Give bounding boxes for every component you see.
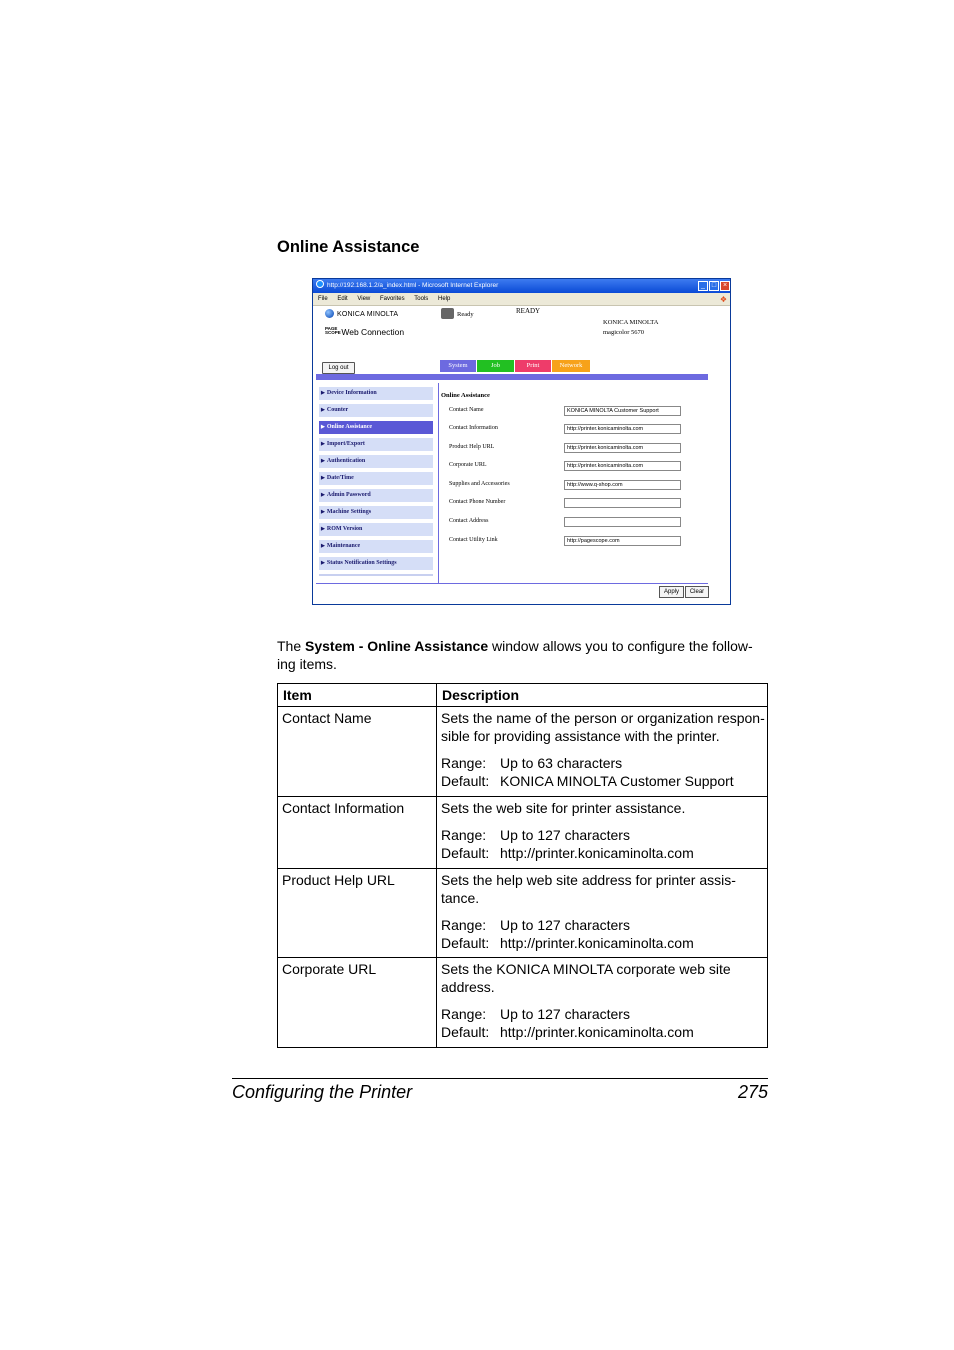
header-item: Item (278, 684, 437, 707)
tab-print[interactable]: Print (515, 360, 551, 372)
supplies-accessories-label: Supplies and Accessories (449, 481, 510, 487)
supplies-accessories-field[interactable]: http://www.q-shop.com (564, 480, 681, 490)
default-line: Default: http://printer.konicaminolta.com (441, 935, 694, 951)
clear-button[interactable]: Clear (685, 586, 709, 598)
table-header-row (278, 684, 768, 707)
table-cell-item: Corporate URL (278, 958, 437, 1048)
menu-help[interactable]: Help (437, 296, 451, 302)
sidebar-item-import-export[interactable]: ▶ Import/Export (319, 438, 433, 451)
footer-title: Configuring the Printer (232, 1082, 413, 1102)
table-cell-item: Contact Information (278, 797, 437, 869)
logout-button[interactable]: Log out (322, 362, 355, 374)
arrow-right-icon: ▶ (321, 408, 325, 413)
menu-favorites[interactable]: Favorites (379, 296, 405, 302)
contact-address-label: Contact Address (449, 518, 489, 524)
table-row (278, 707, 768, 797)
arrow-right-icon: ▶ (321, 561, 325, 566)
default-line: Default: KONICA MINOLTA Customer Support (441, 773, 734, 789)
intro-bold: System - Online Assistance (305, 638, 489, 654)
range-line: Range: Up to 127 characters (441, 1006, 630, 1022)
default-line: Default: http://printer.konicaminolta.com (441, 845, 694, 861)
contact-name-field[interactable]: KONICA MINOLTA Customer Support (564, 406, 681, 416)
sidebar-item-authentication[interactable]: ▶ Authentication (319, 455, 433, 468)
header-description: Description (437, 684, 768, 707)
sidebar-item-device-information[interactable]: ▶ Device Information (319, 387, 433, 400)
contact-utility-link-label: Contact Utility Link (449, 537, 498, 543)
contact-address-field[interactable] (564, 517, 681, 527)
arrow-right-icon: ▶ (321, 459, 325, 464)
contact-phone-field[interactable] (564, 498, 681, 508)
model-brand: KONICA MINOLTA (603, 319, 659, 326)
arrow-right-icon: ▶ (321, 544, 325, 549)
arrow-right-icon: ▶ (321, 442, 325, 447)
product-help-url-field[interactable]: http://printer.konicaminolta.com (564, 443, 681, 453)
table-row (278, 869, 768, 958)
header-band (316, 374, 708, 380)
default-line: Default: http://printer.konicaminolta.com (441, 1024, 694, 1040)
sidebar-item-counter[interactable]: ▶ Counter (319, 404, 433, 417)
arrow-right-icon: ▶ (321, 476, 325, 481)
tab-system[interactable]: System (440, 360, 476, 372)
sidebar-item-rom-version[interactable]: ▶ ROM Version (319, 523, 433, 536)
sidebar-item-maintenance[interactable]: ▶ Maintenance (319, 540, 433, 553)
arrow-right-icon: ▶ (321, 527, 325, 532)
table-cell-description: Sets the web site for printer assistance. Range: Up to 127 characters Default: http://printer.konicaminolta.com (437, 797, 768, 869)
model-name: magicolor 5670 (603, 329, 644, 336)
contact-utility-link-field[interactable]: http://pagescope.com (564, 536, 681, 546)
status-ready-large: READY (516, 307, 541, 315)
sidebar-item-machine-settings[interactable]: ▶ Machine Settings (319, 506, 433, 519)
browser-title: http://192.168.1.2/a_index.html - Microsoft Internet Explorer (327, 282, 499, 289)
browser-menubar (313, 293, 731, 306)
settings-table (277, 683, 768, 1048)
table-row (278, 958, 768, 1048)
section-title: Online Assistance (277, 238, 420, 256)
konica-globe-icon (325, 309, 334, 318)
intro-paragraph: The System - Online Assistance window allows you to configure the follow-ing items. (277, 638, 753, 672)
corporate-url-label: Corporate URL (449, 462, 487, 468)
tab-job[interactable]: Job (477, 360, 514, 372)
corporate-url-field[interactable]: http://printer.konicaminolta.com (564, 461, 681, 471)
table-row (278, 797, 768, 869)
page-number: 275 (737, 1082, 768, 1102)
contact-information-field[interactable]: http://printer.konicaminolta.com (564, 424, 681, 434)
pagescope-logo: PAGE SCOPE Web Connection (325, 326, 405, 337)
browser-screenshot (312, 278, 731, 605)
table-cell-description: Sets the KONICA MINOLTA corporate web site address. Range: Up to 127 characters Default: http://printer.konicaminolta.com (437, 958, 768, 1048)
table-cell-item: Product Help URL (278, 869, 437, 958)
arrow-right-icon: ▶ (321, 391, 325, 396)
footer-rule (232, 1078, 768, 1079)
range-line: Range: Up to 127 characters (441, 827, 630, 843)
panel-bottom-rule (316, 583, 708, 584)
panel-title: Online Assistance (441, 392, 490, 399)
sidebar-item-online-assistance[interactable]: ▶ Online Assistance (319, 421, 433, 434)
sidebar-item-admin-password[interactable]: ▶ Admin Password (319, 489, 433, 502)
minimize-icon[interactable]: _ (698, 281, 708, 291)
table-cell-description: Sets the help web site address for printer assis-tance. Range: Up to 127 characters Default: http://printer.konicaminolta.com (437, 869, 768, 958)
product-help-url-label: Product Help URL (449, 444, 495, 450)
sidebar-item-status-notification-settings[interactable]: ▶ Status Notification Settings (319, 557, 433, 570)
arrow-right-icon: ▶ (321, 493, 325, 498)
contact-phone-label: Contact Phone Number (449, 499, 506, 505)
arrow-right-icon: ▶ (321, 510, 325, 515)
menu-view[interactable]: View (357, 296, 371, 302)
table-cell-description: Sets the name of the person or organization respon-sible for providing assistance with the printer. Range: Up to 63 characters Default: KONICA MINOLTA Customer Support (437, 707, 768, 797)
table-cell-item: Contact Name (278, 707, 437, 797)
status-ready-small: Ready (457, 311, 474, 318)
contact-name-label: Contact Name (449, 407, 484, 413)
tab-network[interactable]: Network (552, 360, 590, 372)
panel-divider (438, 383, 439, 583)
windows-flag-icon: ❖ (719, 295, 727, 304)
range-line: Range: Up to 127 characters (441, 917, 630, 933)
maximize-icon[interactable]: □ (709, 281, 719, 291)
printer-icon (441, 308, 454, 319)
apply-button[interactable]: Apply (659, 586, 684, 598)
menu-tools[interactable]: Tools (414, 296, 429, 302)
sidebar-bottom-rule (319, 574, 433, 576)
arrow-right-icon: ▶ (321, 425, 325, 430)
menu-file[interactable]: File (318, 296, 328, 302)
konica-minolta-logo: KONICA MINOLTA (325, 309, 398, 318)
range-line: Range: Up to 63 characters (441, 755, 623, 771)
contact-information-label: Contact Information (449, 425, 498, 431)
ie-logo-icon (316, 280, 324, 288)
sidebar-item-date-time[interactable]: ▶ Date/Time (319, 472, 433, 485)
menu-edit[interactable]: Edit (337, 296, 348, 302)
browser-titlebar (313, 279, 731, 293)
close-icon[interactable]: × (720, 281, 730, 291)
